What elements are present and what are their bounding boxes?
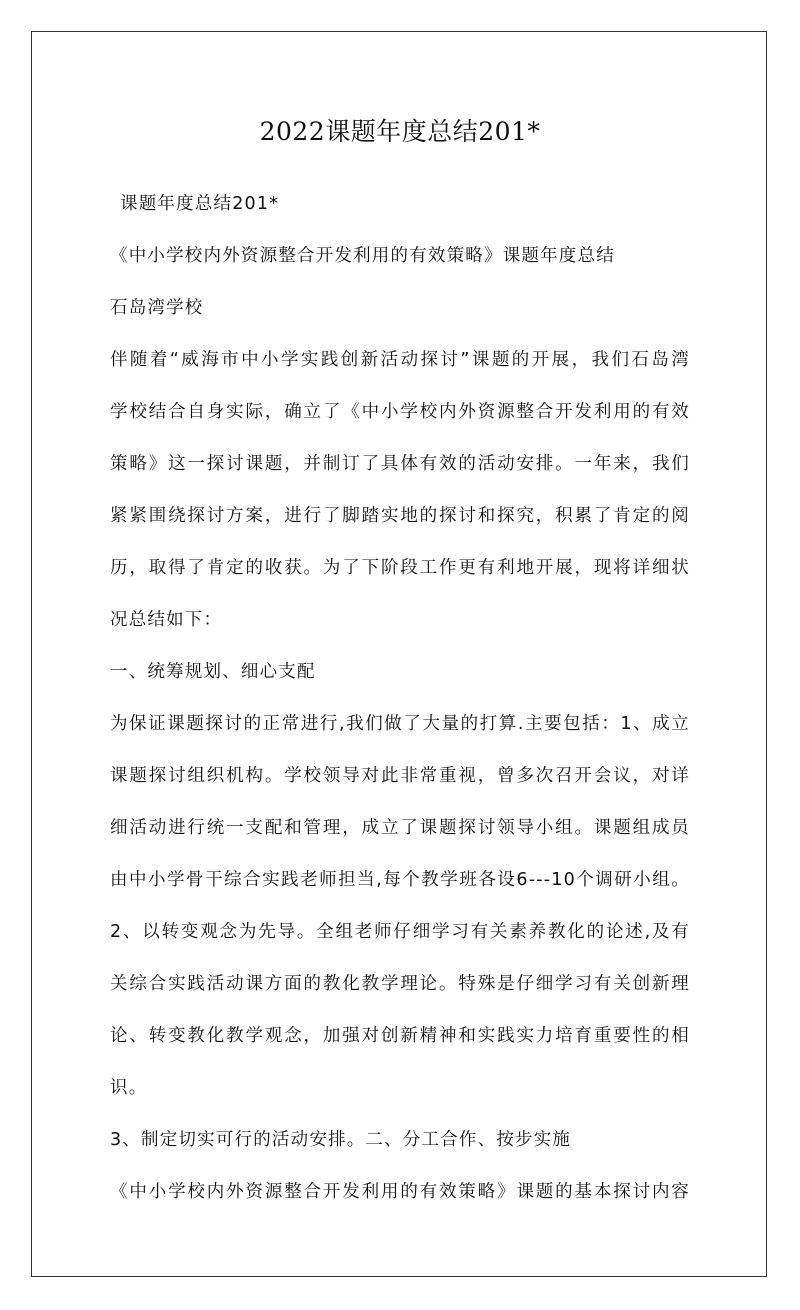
paragraph-line: 识。 bbox=[110, 1078, 148, 1098]
paragraph-line: 细活动进行统一支配和管理，成立了课题探讨领导小组。课题组成员 bbox=[110, 818, 690, 838]
school-name-line: 石岛湾学校 bbox=[110, 298, 204, 318]
paragraph-line: 策略》这一探讨课题，并制订了具体有效的活动安排。一年来，我们 bbox=[110, 454, 690, 474]
paragraph-line: 历，取得了肯定的收获。为了下阶段工作更有利地开展，现将详细状 bbox=[110, 558, 690, 578]
paragraph-line: 况总结如下： bbox=[110, 610, 223, 630]
paragraph-line: 伴随着“威海市中小学实践创新活动探讨”课题的开展，我们石岛湾 bbox=[110, 350, 690, 370]
paragraph-line: 为保证课题探讨的正常进行,我们做了大量的打算.主要包括：1、成立 bbox=[110, 714, 690, 734]
paragraph-line: 由中小学骨干综合实践老师担当,每个教学班各设6---10个调研小组。 bbox=[110, 870, 690, 890]
paragraph-line: 《中小学校内外资源整合开发利用的有效策略》课题的基本探讨内容 bbox=[110, 1182, 690, 1202]
paragraph-line: 3、制定切实可行的活动安排。二、分工合作、按步实施 bbox=[110, 1130, 572, 1150]
paragraph-line: 2、以转变观念为先导。全组老师仔细学习有关素养教化的论述,及有 bbox=[110, 922, 690, 942]
paragraph-line: 课题探讨组织机构。学校领导对此非常重视，曾多次召开会议，对详 bbox=[110, 766, 690, 786]
paragraph-line: 论、转变教化教学观念，加强对创新精神和实践实力培育重要性的相 bbox=[110, 1026, 690, 1046]
subtitle-line: 课题年度总结201* bbox=[120, 194, 280, 214]
paragraph-line: 学校结合自身实际，确立了《中小学校内外资源整合开发利用的有效 bbox=[110, 402, 690, 422]
paragraph-line: 紧紧围绕探讨方案，进行了脚踏实地的探讨和探究，积累了肯定的阅 bbox=[110, 506, 690, 526]
section-heading: 一、统筹规划、细心支配 bbox=[110, 662, 316, 682]
document-title: 2022课题年度总结201* bbox=[259, 117, 541, 146]
report-title-line: 《中小学校内外资源整合开发利用的有效策略》课题年度总结 bbox=[110, 246, 615, 266]
paragraph-line: 关综合实践活动课方面的教化教学理论。特殊是仔细学习有关创新理 bbox=[110, 974, 690, 994]
document-body bbox=[110, 190, 690, 1230]
